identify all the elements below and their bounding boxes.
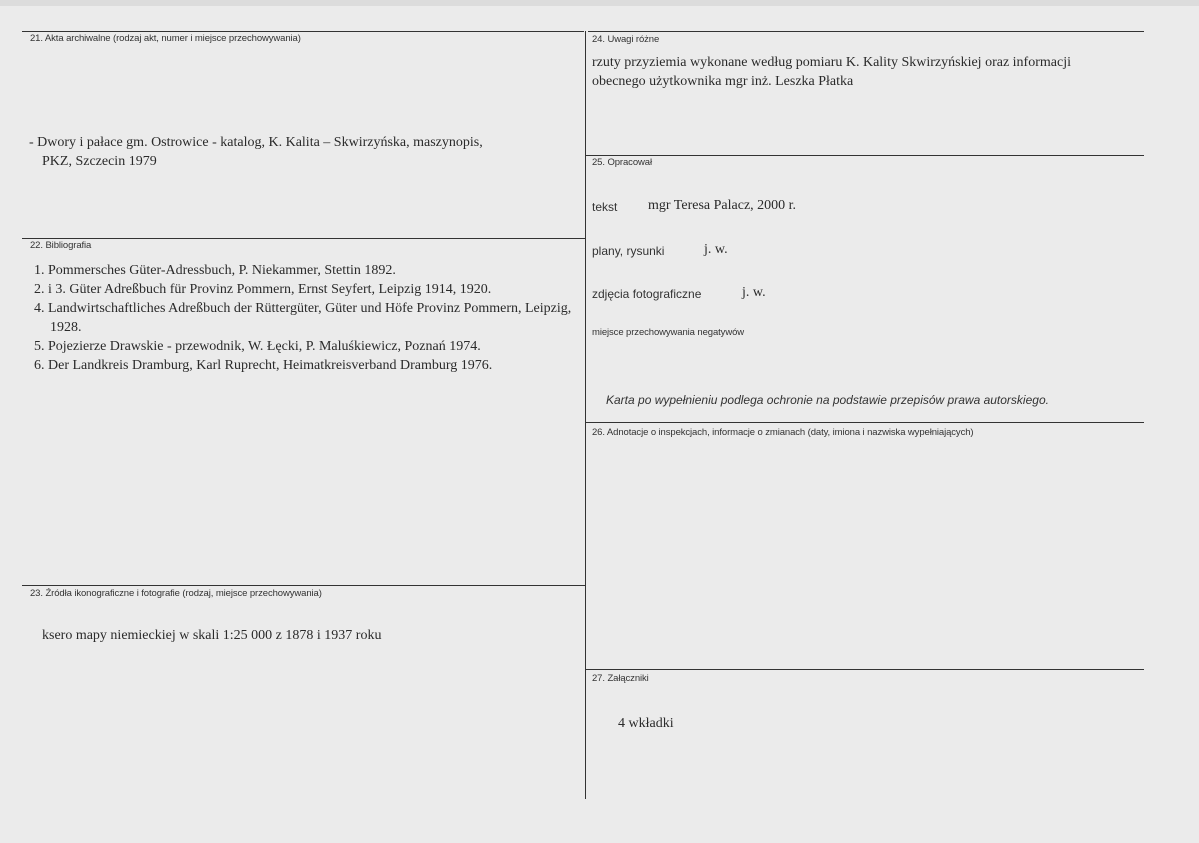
top-rule-left (22, 31, 584, 32)
bibliography-list (34, 261, 582, 375)
section-21-line1: - Dwory i pałace gm. Ostrowice - katalog, K. Kalita – Skwirzyńska, maszynopis, (29, 135, 483, 150)
plany-value: j. w. (704, 242, 728, 257)
section-23-text: ksero mapy niemieckiej w skali 1:25 000 z 1878 i 1937 roku (42, 628, 382, 643)
section-26-label: 26. Adnotacje o inspekcjach, informacje o zmianach (daty, imiona i nazwiska wypełniających) (592, 427, 974, 438)
section-24-line1: rzuty przyziemia wykonane według pomiaru K. Kality Skwirzyńskiej oraz informacji (592, 55, 1071, 70)
scan-top-edge (0, 0, 1199, 6)
rule-s23 (22, 585, 585, 586)
section-24-label: 24. Uwagi różne (592, 34, 660, 45)
rule-s27 (586, 669, 1144, 670)
section-25-label: 25. Opracował (592, 157, 652, 168)
section-21-label: 21. Akta archiwalne (rodzaj akt, numer i miejsce przechowywania) (30, 33, 301, 44)
rule-s26 (586, 422, 1144, 423)
zdjecia-label: zdjęcia fotograficzne (592, 287, 702, 301)
section-27-text: 4 wkładki (618, 716, 674, 731)
tekst-value: mgr Teresa Palacz, 2000 r. (648, 198, 797, 213)
top-rule-right (588, 31, 1144, 32)
bibliography-item: 4. Landwirtschaftliches Adreßbuch der Rüttergüter, Güter und Höfe Provinz Pommern, Leipzig, 1928. (34, 301, 572, 335)
tekst-label: tekst (592, 200, 618, 214)
section-27-label: 27. Załączniki (592, 673, 649, 684)
bibliography-item: 6. Der Landkreis Dramburg, Karl Ruprecht, Heimatkreisverband Dramburg 1976. (34, 358, 493, 373)
center-divider (585, 31, 586, 799)
copyright-notice: Karta po wypełnieniu podlega ochronie na podstawie przepisów prawa autorskiego. (606, 393, 1049, 407)
section-23-label: 23. Źródła ikonograficzne i fotografie (rodzaj, miejsce przechowywania) (30, 588, 322, 599)
negatywy-label: miejsce przechowywania negatywów (592, 327, 745, 338)
bibliography-item: 2. i 3. Güter Adreßbuch für Provinz Pommern, Ernst Seyfert, Leipzig 1914, 1920. (34, 282, 492, 297)
bibliography-item: 1. Pommersches Güter-Adressbuch, P. Niekammer, Stettin 1892. (34, 263, 396, 278)
bibliography-item: 5. Pojezierze Drawskie - przewodnik, W. Łęcki, P. Maluśkiewicz, Poznań 1974. (34, 339, 481, 354)
section-21-line2: PKZ, Szczecin 1979 (42, 154, 157, 169)
rule-s22 (22, 238, 585, 239)
zdjecia-value: j. w. (742, 285, 766, 300)
rule-s25 (586, 155, 1144, 156)
section-24-line2: obecnego użytkownika mgr inż. Leszka Płatka (592, 74, 854, 89)
section-22-label: 22. Bibliografia (30, 240, 92, 251)
plany-label: plany, rysunki (592, 244, 665, 258)
